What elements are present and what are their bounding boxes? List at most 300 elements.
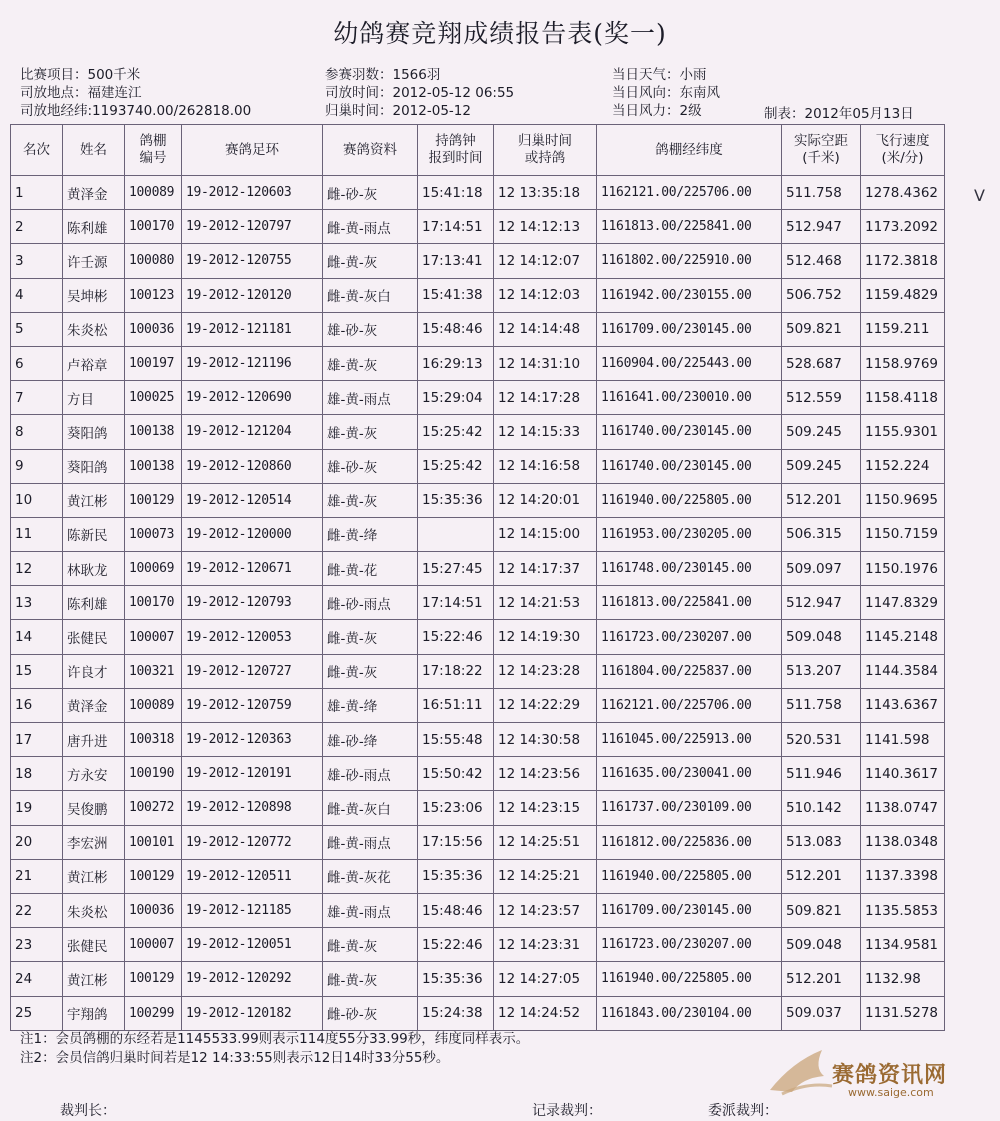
cell-loft-coords: 1161723.00/230207.00 xyxy=(597,928,782,962)
cell-clock-time: 16:29:13 xyxy=(418,346,494,380)
cell-loft-coords: 1162121.00/225706.00 xyxy=(597,176,782,210)
cell-loft-id: 100089 xyxy=(125,176,182,210)
cell-name: 黄泽金 xyxy=(63,176,125,210)
cell-return-time: 12 14:17:37 xyxy=(494,552,597,586)
cell-speed: 1131.5278 xyxy=(861,996,945,1030)
cell-clock-time: 17:15:56 xyxy=(418,825,494,859)
cell-return-time: 12 14:15:00 xyxy=(494,517,597,551)
table-row xyxy=(11,176,945,210)
cell-ring-number: 19-2012-120860 xyxy=(182,449,323,483)
cell-loft-coords: 1161748.00/230145.00 xyxy=(597,552,782,586)
cell-speed: 1140.3617 xyxy=(861,757,945,791)
table-row xyxy=(11,244,945,278)
cell-return-time: 12 14:23:57 xyxy=(494,893,597,927)
cell-ring-number: 19-2012-120671 xyxy=(182,552,323,586)
cell-bird-info: 雄-黄-灰 xyxy=(323,415,418,449)
cell-name: 方永安 xyxy=(63,757,125,791)
cell-loft-coords: 1161812.00/225836.00 xyxy=(597,825,782,859)
cell-speed: 1143.6367 xyxy=(861,688,945,722)
cell-speed: 1158.9769 xyxy=(861,346,945,380)
cell-distance: 509.821 xyxy=(782,312,861,346)
cell-return-time: 12 14:23:56 xyxy=(494,757,597,791)
cell-clock-time: 17:14:51 xyxy=(418,586,494,620)
meta-right xyxy=(612,66,720,120)
cell-name: 林耿龙 xyxy=(63,552,125,586)
cell-loft-id: 100197 xyxy=(125,346,182,380)
cell-ring-number: 19-2012-121181 xyxy=(182,312,323,346)
cell-return-time: 12 14:21:53 xyxy=(494,586,597,620)
cell-return-time: 12 14:25:21 xyxy=(494,859,597,893)
column-header-text: 鸽棚经纬度 xyxy=(655,141,723,158)
meta-event: 比赛项目：500千米 xyxy=(20,67,141,83)
cell-ring-number: 19-2012-120000 xyxy=(182,517,323,551)
cell-name: 黄江彬 xyxy=(63,962,125,996)
cell-loft-coords: 1161942.00/230155.00 xyxy=(597,278,782,312)
cell-loft-id: 100007 xyxy=(125,928,182,962)
cell-bird-info: 雌-黄-花 xyxy=(323,552,418,586)
cell-return-time: 12 14:17:28 xyxy=(494,381,597,415)
cell-distance: 512.559 xyxy=(782,381,861,415)
cell-loft-coords: 1161740.00/230145.00 xyxy=(597,415,782,449)
cell-return-time: 12 14:12:03 xyxy=(494,278,597,312)
cell-speed: 1137.3398 xyxy=(861,859,945,893)
cell-distance: 512.468 xyxy=(782,244,861,278)
column-header-text: 赛鸽资料 xyxy=(343,141,397,158)
cell-distance: 512.201 xyxy=(782,962,861,996)
cell-bird-info: 雌-黄-雨点 xyxy=(323,825,418,859)
cell-speed: 1141.598 xyxy=(861,723,945,757)
meta-wind-dir: 当日风向：东南风 xyxy=(612,85,720,101)
table-row xyxy=(11,415,945,449)
cell-loft-id: 100170 xyxy=(125,586,182,620)
cell-distance: 509.097 xyxy=(782,552,861,586)
table-row xyxy=(11,825,945,859)
cell-speed: 1147.8329 xyxy=(861,586,945,620)
cell-ring-number: 19-2012-120051 xyxy=(182,928,323,962)
cell-clock-time: 15:24:38 xyxy=(418,996,494,1030)
column-header-text: 或持鸽 xyxy=(524,150,566,166)
cell-ring-number: 19-2012-120514 xyxy=(182,483,323,517)
cell-bird-info: 雌-砂-灰 xyxy=(323,176,418,210)
cell-name: 葵阳鸽 xyxy=(63,415,125,449)
signature-chief: 裁判长： xyxy=(60,1103,116,1119)
table-body xyxy=(11,176,945,1031)
cell-bird-info: 雄-砂-灰 xyxy=(323,449,418,483)
column-header xyxy=(494,125,597,176)
meta-release-place: 司放地点：福建连江 xyxy=(20,85,142,101)
column-header-text: (米/分) xyxy=(881,150,924,166)
cell-ring-number: 19-2012-120898 xyxy=(182,791,323,825)
cell-clock-time: 15:23:06 xyxy=(418,791,494,825)
column-header-text: 姓名 xyxy=(80,141,107,158)
cell-name: 宇翔鸽 xyxy=(63,996,125,1030)
cell-rank: 12 xyxy=(11,552,63,586)
cell-loft-coords: 1161709.00/230145.00 xyxy=(597,893,782,927)
cell-clock-time: 15:50:42 xyxy=(418,757,494,791)
table-row xyxy=(11,586,945,620)
cell-bird-info: 雌-黄-雨点 xyxy=(323,210,418,244)
table-row xyxy=(11,757,945,791)
cell-speed: 1152.224 xyxy=(861,449,945,483)
cell-loft-id: 100007 xyxy=(125,620,182,654)
cell-loft-id: 100299 xyxy=(125,996,182,1030)
cell-rank: 8 xyxy=(11,415,63,449)
cell-loft-id: 100138 xyxy=(125,449,182,483)
cell-rank: 10 xyxy=(11,483,63,517)
cell-return-time: 12 14:12:13 xyxy=(494,210,597,244)
cell-name: 唐升进 xyxy=(63,723,125,757)
cell-rank: 17 xyxy=(11,723,63,757)
table-row xyxy=(11,654,945,688)
cell-loft-coords: 1161641.00/230010.00 xyxy=(597,381,782,415)
cell-clock-time: 15:22:46 xyxy=(418,620,494,654)
cell-distance: 506.752 xyxy=(782,278,861,312)
meta-return-time: 归巢时间：2012-05-12 xyxy=(325,103,471,119)
cell-rank: 22 xyxy=(11,893,63,927)
watermark-url: www.saige.com xyxy=(848,1086,934,1099)
cell-return-time: 12 14:23:31 xyxy=(494,928,597,962)
cell-return-time: 12 14:27:05 xyxy=(494,962,597,996)
cell-bird-info: 雄-砂-绛 xyxy=(323,723,418,757)
meta-wind-force: 当日风力：2级 xyxy=(612,103,702,119)
cell-loft-id: 100318 xyxy=(125,723,182,757)
notes xyxy=(20,1030,529,1068)
column-header-text: 报到时间 xyxy=(428,150,483,166)
cell-bird-info: 雌-砂-雨点 xyxy=(323,586,418,620)
cell-loft-coords: 1161737.00/230109.00 xyxy=(597,791,782,825)
cell-name: 吴俊鹏 xyxy=(63,791,125,825)
watermark-name: 赛鸽资讯网 xyxy=(832,1063,948,1088)
cell-loft-coords: 1161802.00/225910.00 xyxy=(597,244,782,278)
cell-rank: 7 xyxy=(11,381,63,415)
cell-loft-id: 100129 xyxy=(125,859,182,893)
cell-bird-info: 雌-黄-灰花 xyxy=(323,859,418,893)
cell-return-time: 12 14:23:28 xyxy=(494,654,597,688)
cell-bird-info: 雄-砂-灰 xyxy=(323,312,418,346)
cell-name: 卢裕章 xyxy=(63,346,125,380)
table-row xyxy=(11,449,945,483)
table-row xyxy=(11,962,945,996)
cell-distance: 506.315 xyxy=(782,517,861,551)
note-1: 注1：会员鸽棚的东经若是1145533.99则表示114度55分33.99秒，纬度同样表示。 xyxy=(20,1031,530,1047)
cell-ring-number: 19-2012-120120 xyxy=(182,278,323,312)
cell-clock-time: 15:41:18 xyxy=(418,176,494,210)
table-row xyxy=(11,381,945,415)
cell-clock-time: 15:29:04 xyxy=(418,381,494,415)
cell-speed: 1159.4829 xyxy=(861,278,945,312)
cell-name: 朱炎松 xyxy=(63,312,125,346)
column-header xyxy=(597,125,782,176)
cell-ring-number: 19-2012-120797 xyxy=(182,210,323,244)
cell-name: 张健民 xyxy=(63,928,125,962)
cell-ring-number: 19-2012-120191 xyxy=(182,757,323,791)
column-header xyxy=(63,125,125,176)
cell-bird-info: 雌-砂-灰 xyxy=(323,996,418,1030)
table-row xyxy=(11,278,945,312)
cell-return-time: 12 14:24:52 xyxy=(494,996,597,1030)
cell-ring-number: 19-2012-120292 xyxy=(182,962,323,996)
cell-name: 陈利雄 xyxy=(63,210,125,244)
cell-loft-id: 100123 xyxy=(125,278,182,312)
note-2: 注2：会员信鸽归巢时间若是12 14:33:55则表示12日14时33分55秒。 xyxy=(20,1050,450,1066)
cell-speed: 1173.2092 xyxy=(861,210,945,244)
signature-assigned: 委派裁判： xyxy=(708,1103,778,1119)
meta-middle xyxy=(325,66,514,120)
cell-rank: 25 xyxy=(11,996,63,1030)
cell-bird-info: 雌-黄-灰白 xyxy=(323,791,418,825)
signature-recorder: 记录裁判： xyxy=(532,1103,602,1119)
cell-bird-info: 雌-黄-灰 xyxy=(323,928,418,962)
cell-distance: 520.531 xyxy=(782,723,861,757)
cell-loft-coords: 1161723.00/230207.00 xyxy=(597,620,782,654)
table-row xyxy=(11,552,945,586)
page-title: 幼鸽赛竞翔成绩报告表(奖一) xyxy=(333,19,667,48)
cell-distance: 509.245 xyxy=(782,415,861,449)
cell-return-time: 12 14:14:48 xyxy=(494,312,597,346)
cell-loft-coords: 1161813.00/225841.00 xyxy=(597,210,782,244)
cell-speed: 1159.211 xyxy=(861,312,945,346)
cell-clock-time: 15:48:46 xyxy=(418,312,494,346)
cell-bird-info: 雄-黄-灰 xyxy=(323,483,418,517)
table-row xyxy=(11,996,945,1030)
meta-release-time: 司放时间：2012-05-12 06:55 xyxy=(325,85,515,101)
cell-return-time: 12 14:15:33 xyxy=(494,415,597,449)
cell-rank: 16 xyxy=(11,688,63,722)
cell-rank: 1 xyxy=(11,176,63,210)
cell-return-time: 12 14:19:30 xyxy=(494,620,597,654)
cell-distance: 528.687 xyxy=(782,346,861,380)
cell-ring-number: 19-2012-120603 xyxy=(182,176,323,210)
table-row xyxy=(11,210,945,244)
column-header xyxy=(782,125,861,176)
cell-distance: 511.758 xyxy=(782,688,861,722)
column-header-text: 鸽棚 xyxy=(139,133,167,149)
cell-loft-id: 100170 xyxy=(125,210,182,244)
cell-name: 黄江彬 xyxy=(63,859,125,893)
cell-loft-id: 100025 xyxy=(125,381,182,415)
cell-distance: 509.821 xyxy=(782,893,861,927)
cell-clock-time: 17:13:41 xyxy=(418,244,494,278)
cell-name: 黄泽金 xyxy=(63,688,125,722)
column-header-text: 归巢时间 xyxy=(518,133,572,149)
cell-loft-coords: 1161635.00/230041.00 xyxy=(597,757,782,791)
table-row xyxy=(11,346,945,380)
cell-bird-info: 雌-黄-绛 xyxy=(323,517,418,551)
cell-loft-coords: 1161740.00/230145.00 xyxy=(597,449,782,483)
table-row xyxy=(11,483,945,517)
column-header-text: 持鸽钟 xyxy=(435,133,476,149)
cell-clock-time: 15:25:42 xyxy=(418,415,494,449)
cell-rank: 13 xyxy=(11,586,63,620)
cell-loft-coords: 1160904.00/225443.00 xyxy=(597,346,782,380)
cell-clock-time: 15:35:36 xyxy=(418,962,494,996)
cell-rank: 24 xyxy=(11,962,63,996)
cell-speed: 1150.1976 xyxy=(861,552,945,586)
cell-speed: 1144.3584 xyxy=(861,654,945,688)
table-row xyxy=(11,928,945,962)
column-header-text: 名次 xyxy=(23,141,50,158)
table-row xyxy=(11,791,945,825)
cell-distance: 510.142 xyxy=(782,791,861,825)
cell-loft-coords: 1161804.00/225837.00 xyxy=(597,654,782,688)
cell-return-time: 12 14:23:15 xyxy=(494,791,597,825)
table-header-row xyxy=(11,125,945,176)
cell-return-time: 12 14:12:07 xyxy=(494,244,597,278)
cell-bird-info: 雌-黄-灰 xyxy=(323,244,418,278)
cell-speed: 1134.9581 xyxy=(861,928,945,962)
cell-loft-id: 100190 xyxy=(125,757,182,791)
cell-speed: 1150.7159 xyxy=(861,517,945,551)
cell-speed: 1132.98 xyxy=(861,962,945,996)
cell-clock-time xyxy=(418,517,494,551)
cell-loft-id: 100321 xyxy=(125,654,182,688)
cell-return-time: 12 14:22:29 xyxy=(494,688,597,722)
cell-name: 陈利雄 xyxy=(63,586,125,620)
cell-rank: 19 xyxy=(11,791,63,825)
cell-speed: 1150.9695 xyxy=(861,483,945,517)
cell-ring-number: 19-2012-121196 xyxy=(182,346,323,380)
cell-bird-info: 雄-黄-雨点 xyxy=(323,893,418,927)
cell-name: 许良才 xyxy=(63,654,125,688)
cell-rank: 5 xyxy=(11,312,63,346)
cell-rank: 3 xyxy=(11,244,63,278)
cell-rank: 9 xyxy=(11,449,63,483)
cell-clock-time: 15:55:48 xyxy=(418,723,494,757)
cell-loft-id: 100073 xyxy=(125,517,182,551)
cell-distance: 511.758 xyxy=(782,176,861,210)
results-table xyxy=(10,124,945,1031)
cell-return-time: 12 14:31:10 xyxy=(494,346,597,380)
cell-distance: 513.207 xyxy=(782,654,861,688)
column-header xyxy=(11,125,63,176)
meta-release-coords: 司放地经纬:1193740.00/262818.00 xyxy=(20,103,252,119)
table-row xyxy=(11,688,945,722)
cell-clock-time: 15:41:38 xyxy=(418,278,494,312)
column-header-text: 赛鸽足环 xyxy=(225,141,279,158)
cell-rank: 6 xyxy=(11,346,63,380)
meta-entries: 参赛羽数：1566羽 xyxy=(325,67,441,83)
cell-bird-info: 雌-黄-灰 xyxy=(323,620,418,654)
cell-distance: 513.083 xyxy=(782,825,861,859)
cell-bird-info: 雌-黄-灰 xyxy=(323,654,418,688)
cell-loft-id: 100129 xyxy=(125,483,182,517)
cell-loft-id: 100272 xyxy=(125,791,182,825)
cell-ring-number: 19-2012-120690 xyxy=(182,381,323,415)
cell-rank: 11 xyxy=(11,517,63,551)
cell-speed: 1172.3818 xyxy=(861,244,945,278)
cell-rank: 4 xyxy=(11,278,63,312)
cell-speed: 1145.2148 xyxy=(861,620,945,654)
cell-ring-number: 19-2012-120182 xyxy=(182,996,323,1030)
cell-loft-coords: 1161940.00/225805.00 xyxy=(597,962,782,996)
cell-distance: 512.201 xyxy=(782,859,861,893)
table-row xyxy=(11,517,945,551)
cell-loft-coords: 1161940.00/225805.00 xyxy=(597,859,782,893)
table-row xyxy=(11,723,945,757)
meta-weather: 当日天气：小雨 xyxy=(612,67,707,83)
cell-speed: 1158.4118 xyxy=(861,381,945,415)
cell-rank: 18 xyxy=(11,757,63,791)
cell-distance: 509.048 xyxy=(782,928,861,962)
cell-return-time: 12 13:35:18 xyxy=(494,176,597,210)
cell-ring-number: 19-2012-120772 xyxy=(182,825,323,859)
column-header xyxy=(182,125,323,176)
column-header xyxy=(861,125,945,176)
cell-loft-coords: 1161843.00/230104.00 xyxy=(597,996,782,1030)
cell-speed: 1138.0348 xyxy=(861,825,945,859)
cell-clock-time: 17:14:51 xyxy=(418,210,494,244)
meta-left xyxy=(20,66,251,120)
cell-speed: 1155.9301 xyxy=(861,415,945,449)
cell-clock-time: 17:18:22 xyxy=(418,654,494,688)
table-row xyxy=(11,859,945,893)
cell-ring-number: 19-2012-121204 xyxy=(182,415,323,449)
cell-distance: 512.947 xyxy=(782,210,861,244)
cell-name: 朱炎松 xyxy=(63,893,125,927)
cell-clock-time: 15:35:36 xyxy=(418,859,494,893)
cell-speed: 1138.0747 xyxy=(861,791,945,825)
cell-ring-number: 19-2012-120363 xyxy=(182,723,323,757)
cell-loft-id: 100101 xyxy=(125,825,182,859)
cell-speed: 1278.4362 xyxy=(861,176,945,210)
cell-bird-info: 雄-黄-雨点 xyxy=(323,381,418,415)
tick-mark: V xyxy=(974,186,985,205)
cell-bird-info: 雄-砂-雨点 xyxy=(323,757,418,791)
cell-ring-number: 19-2012-120793 xyxy=(182,586,323,620)
column-header-text: (千米) xyxy=(802,150,840,166)
cell-ring-number: 19-2012-120727 xyxy=(182,654,323,688)
cell-name: 陈新民 xyxy=(63,517,125,551)
cell-distance: 511.946 xyxy=(782,757,861,791)
cell-ring-number: 19-2012-120511 xyxy=(182,859,323,893)
cell-bird-info: 雌-黄-灰 xyxy=(323,962,418,996)
cell-loft-coords: 1161045.00/225913.00 xyxy=(597,723,782,757)
cell-loft-coords: 1161709.00/230145.00 xyxy=(597,312,782,346)
column-header xyxy=(323,125,418,176)
cell-loft-id: 100080 xyxy=(125,244,182,278)
cell-bird-info: 雄-黄-灰 xyxy=(323,346,418,380)
cell-ring-number: 19-2012-120053 xyxy=(182,620,323,654)
cell-rank: 14 xyxy=(11,620,63,654)
cell-name: 许壬源 xyxy=(63,244,125,278)
cell-distance: 509.048 xyxy=(782,620,861,654)
cell-name: 葵阳鸽 xyxy=(63,449,125,483)
column-header-text: 飞行速度 xyxy=(875,133,930,149)
cell-rank: 21 xyxy=(11,859,63,893)
column-header-text: 编号 xyxy=(139,150,167,166)
cell-return-time: 12 14:25:51 xyxy=(494,825,597,859)
cell-name: 张健民 xyxy=(63,620,125,654)
cell-name: 黄江彬 xyxy=(63,483,125,517)
cell-clock-time: 16:51:11 xyxy=(418,688,494,722)
cell-rank: 20 xyxy=(11,825,63,859)
cell-loft-id: 100138 xyxy=(125,415,182,449)
cell-return-time: 12 14:30:58 xyxy=(494,723,597,757)
cell-ring-number: 19-2012-121185 xyxy=(182,893,323,927)
cell-rank: 2 xyxy=(11,210,63,244)
cell-distance: 509.037 xyxy=(782,996,861,1030)
cell-clock-time: 15:35:36 xyxy=(418,483,494,517)
cell-return-time: 12 14:16:58 xyxy=(494,449,597,483)
cell-rank: 15 xyxy=(11,654,63,688)
cell-bird-info: 雄-黄-绛 xyxy=(323,688,418,722)
cell-speed: 1135.5853 xyxy=(861,893,945,927)
cell-name: 吴坤彬 xyxy=(63,278,125,312)
cell-clock-time: 15:48:46 xyxy=(418,893,494,927)
cell-clock-time: 15:22:46 xyxy=(418,928,494,962)
cell-rank: 23 xyxy=(11,928,63,962)
cell-distance: 509.245 xyxy=(782,449,861,483)
